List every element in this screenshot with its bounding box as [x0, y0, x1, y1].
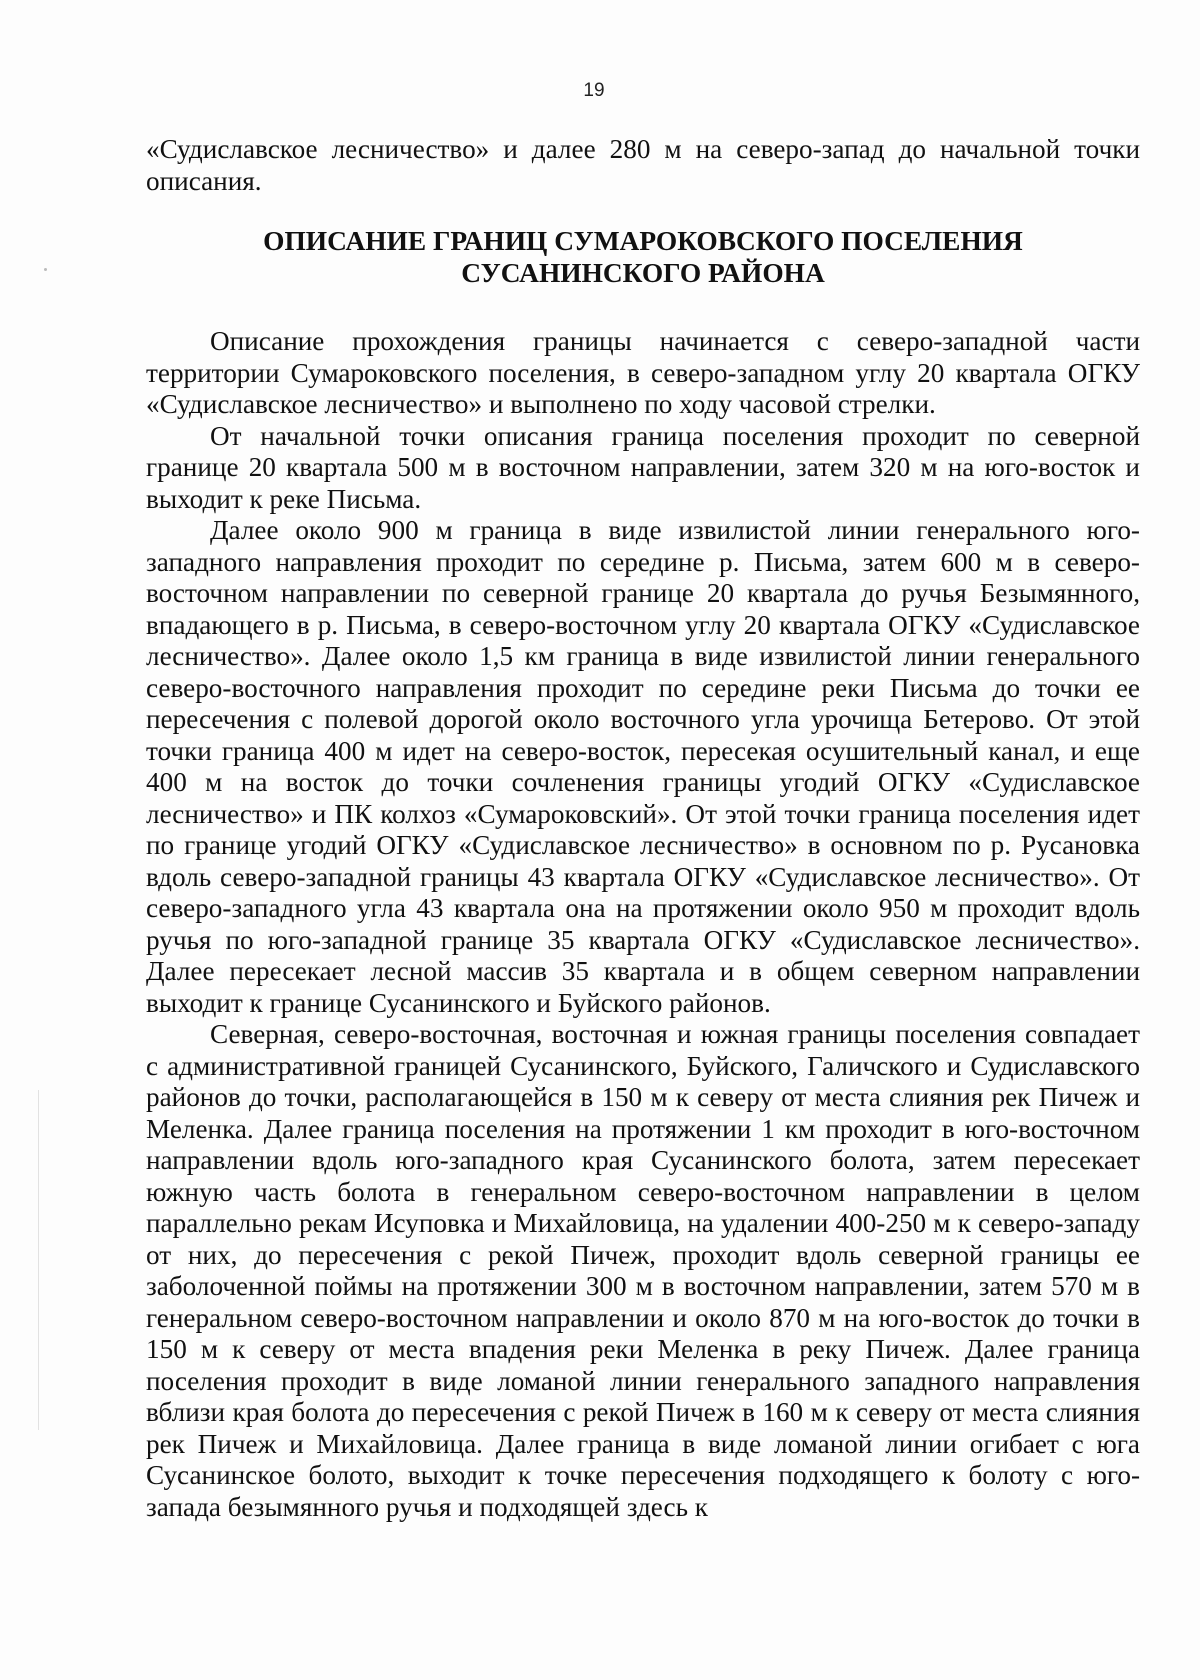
- paragraph-3: Далее около 900 м граница в виде извилистой линии генерального юго-западного направления проходит по середине р. Письма, затем 600 м в северо-восточном направлении по северной границе 20 квартала до ручья Безымянного, впадающего в р. Письма, в северо-восточном углу 20 квартала ОГКУ «Судиславское лесничество». Далее около 1,5 км граница в виде извилистой линии генерального северо-восточного направления проходит по середине реки Письма до точки ее пересечения с полевой дорогой около восточного угла урочища Бетерово. От этой точки граница 400 м идет на северо-восток, пересекая осушительный канал, и еще 400 м на восток до точки сочленения границы угодий ОГКУ «Судиславское лесничество» и ПК колхоз «Сумароковский». От этой точки граница поселения идет по границе угодий ОГКУ «Судиславское лесничество» в основном по р. Русановка вдоль северо-западной границы 43 квартала ОГКУ «Судиславское лесничество». От северо-западного угла 43 квартала она на протяжении около 950 м проходит вдоль ручья по юго-западной границе 35 квартала ОГКУ «Судиславское лесничество». Далее пересекает лесной массив 35 квартала и в общем северном направлении выходит к границе Сусанинского и Буйского районов.: [146, 515, 1140, 1018]
- body-text: [146, 326, 1140, 1523]
- scan-edge-line: [38, 1090, 39, 1430]
- continuation-paragraph: «Судиславское лесничество» и далее 280 м на северо-запад до начальной точки описания.: [146, 134, 1140, 196]
- page-number: 19: [583, 80, 605, 101]
- paragraph-4: Северная, северо-восточная, восточная и южная границы поселения совпадает с административной границей Сусанинского, Буйского, Галичского и Судиславского районов до точки, располагающейся в 150 м к северу от места слияния рек Пичеж и Меленка. Далее граница поселения на протяжении 1 км проходит в юго-восточном направлении вдоль юго-западного края Сусанинского болота, затем пересекает южную часть болота в генеральном северо-восточном направлении в целом параллельно рекам Исуповка и Михайловица, на удалении 400-250 м к северо-западу от них, до пересечения с рекой Пичеж, проходит вдоль северной границы ее заболоченной поймы на протяжении 300 м в восточном направлении, затем 570 м в генеральном северо-восточном направлении и около 870 м на юго-восток до точки в 150 м к северу от места впадения реки Меленка в реку Пичеж. Далее граница поселения проходит в виде ломаной линии генерального западного направления вблизи края болота до пересечения с рекой Пичеж в 160 м к северу от места слияния рек Пичеж и Михайловица. Далее граница в виде ломаной линии огибает с юга Сусанинское болото, выходит к точке пересечения подходящего к болоту с юго-запада безымянного ручья и подходящей здесь к: [146, 1019, 1140, 1522]
- paragraph-1: Описание прохождения границы начинается с северо-западной части территории Сумароковского поселения, в северо-западном углу 20 квартала ОГКУ «Судиславское лесничество» и выполнено по ходу часовой стрелки.: [146, 326, 1140, 419]
- continuation-text: [146, 134, 1140, 197]
- heading-line-2: СУСАНИНСКОГО РАЙОНА: [461, 258, 825, 288]
- section-heading: [146, 225, 1140, 289]
- paragraph-2: От начальной точки описания граница поселения проходит по северной границе 20 квартала 500 м в восточном направлении, затем 320 м на юго-восток и выходит к реке Письма.: [146, 420, 1140, 514]
- heading-line-1: ОПИСАНИЕ ГРАНИЦ СУМАРОКОВСКОГО ПОСЕЛЕНИЯ: [263, 226, 1023, 256]
- scan-speck: [44, 268, 47, 271]
